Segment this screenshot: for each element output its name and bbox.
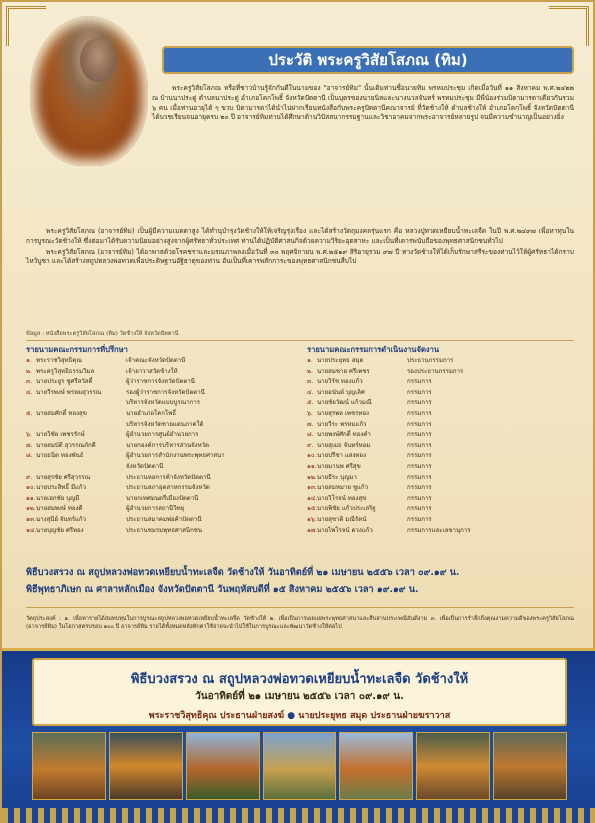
biography-text-top bbox=[152, 84, 574, 124]
person-position: กรรมการ bbox=[407, 388, 432, 396]
list-row bbox=[26, 409, 296, 420]
organizers-list bbox=[307, 356, 575, 536]
person-name bbox=[36, 462, 126, 473]
person-position: ผู้อำนวยการสถานีวิทยุ bbox=[126, 505, 185, 513]
list-row bbox=[26, 515, 296, 526]
row-number: ๑๒. bbox=[307, 473, 317, 481]
biography-paragraph-3: พระครูวิสัยโสภณ (อาจารย์ทิม) ได้อาพาธด้วยโรคชราและมรณภาพลงเมื่อวันที่ ๓๐ พฤศจิกายน พ.ศ.๒๕๑๙ สิริอายุรวม ๙๗ ปี ทางวัดช้างให้ได้เก็บรักษาสรีระของท่านไว้ให้ผู้ศรัทธาได้กราบไหว้บูชา และได้สร้างสถูปหลวงพ่อทวดเพื่อประดิษฐานอัฐิธาตุของท่าน อันเป็นที่เคารพสักการะของพุทธศาสนิกชนสืบไป bbox=[26, 247, 574, 266]
person-position: กรรมการ bbox=[407, 494, 432, 502]
person-name: พระราชวิสุทธิคุณ bbox=[36, 357, 83, 364]
person-position: กรรมการ bbox=[407, 399, 432, 407]
list-row bbox=[307, 367, 575, 378]
bullet-separator: ● bbox=[287, 711, 296, 721]
list-row bbox=[307, 377, 575, 388]
corner-ornament-top-right bbox=[549, 6, 589, 46]
list-row bbox=[307, 473, 575, 484]
list-row bbox=[307, 526, 575, 537]
person-name: พระครูวิสุทธิธรรมวิมล bbox=[36, 367, 95, 375]
list-row bbox=[26, 430, 296, 441]
person-position: กรรมการ bbox=[407, 515, 432, 523]
list-row bbox=[307, 504, 575, 515]
row-number: ๗. bbox=[26, 441, 33, 449]
person-position: บริหารจังหวัดชายแดนภาคใต้ bbox=[126, 420, 204, 428]
row-number: ๘. bbox=[307, 431, 314, 439]
person-name bbox=[36, 398, 126, 409]
list-row bbox=[26, 494, 296, 505]
person-name: นายพิชัย แก้วประเสริฐ bbox=[317, 505, 376, 513]
ceremony-photo bbox=[263, 732, 337, 800]
list-row bbox=[26, 451, 296, 462]
person-name: นายชัยวัฒน์ แก้วมณี bbox=[317, 399, 372, 407]
banner-date: วันอาทิตย์ที่ ๒๑ เมษายน ๒๕๕๖ เวลา ๐๙.๑๙ น. bbox=[195, 691, 404, 702]
person-position: ผู้ว่าราชการจังหวัดปัตตานี bbox=[126, 378, 195, 386]
list-row bbox=[307, 430, 575, 441]
row-number: ๑๖. bbox=[307, 515, 317, 523]
objectives-text: วัตถุประสงค์ : ๑. เพื่อหารายได้สมทบทุนในการบูรณะสถูปหลวงพ่อทวดเหยียบน้ำทะเลจืด วัดช้างให้ ๒. เพื่อเป็นการเผยแผ่พระพุทธศาสนาและสืบสานประเพณีอันดีงาม ๓. เพื่อเป็นการรำลึกถึงคุณงามความดีของพระครูวิสัยโสภณ (อาจารย์ทิม) ในโอกาสครบรอบ ๑๐๐ ปี อาจารย์ทิม รายได้ทั้งหมดหลังหักค่าใช้จ่ายจะนำไปใช้ในการบูรณะและพัฒนาวัดช้างให้ต่อไป bbox=[26, 616, 574, 631]
person-name: นายมานพ ศรีสุข bbox=[317, 462, 361, 470]
list-row bbox=[26, 377, 296, 388]
person-name: นายสุชาติ มณีรัตน์ bbox=[317, 515, 367, 523]
list-row bbox=[26, 441, 296, 452]
banner-monk-president: พระราชวิสุทธิคุณ ประธานฝ่ายสงฆ์ bbox=[148, 711, 285, 721]
person-position: กรรมการ bbox=[407, 505, 432, 513]
row-number bbox=[26, 420, 36, 431]
person-position: ประธานกรรมการ bbox=[407, 357, 454, 364]
person-position: กรรมการและเลขานุการ bbox=[407, 526, 471, 534]
list-row bbox=[307, 462, 575, 473]
list-row bbox=[26, 526, 296, 537]
row-number: ๒. bbox=[26, 367, 32, 375]
person-position: เจ้าคณะจังหวัดปัตตานี bbox=[126, 357, 186, 364]
ceremony-photo bbox=[339, 732, 413, 800]
row-number: ๑๑. bbox=[26, 494, 36, 502]
list-row bbox=[307, 441, 575, 452]
list-row bbox=[307, 420, 575, 431]
list-row bbox=[307, 494, 575, 505]
person-name: นายธนิต ทองพันธ์ bbox=[36, 452, 84, 460]
person-position: รองประธานกรรมการ bbox=[407, 367, 464, 375]
list-row bbox=[307, 451, 575, 462]
advisors-list bbox=[26, 356, 296, 536]
row-number: ๘. bbox=[26, 452, 33, 460]
person-name: นายธีระ บุญมา bbox=[317, 473, 357, 481]
person-position: เจ้าอาวาสวัดช้างให้ bbox=[126, 367, 178, 375]
list-row bbox=[26, 398, 296, 409]
row-number: ๖. bbox=[307, 409, 313, 417]
person-name: นายปรีชา แสงทอง bbox=[317, 452, 367, 460]
person-name: นายวีระ พรหมแก้ว bbox=[317, 420, 367, 428]
list-row bbox=[26, 462, 296, 473]
row-number: ๑๐. bbox=[307, 452, 317, 460]
row-number: ๔. bbox=[307, 388, 314, 396]
banner-gold-border bbox=[2, 648, 595, 651]
row-number: ๗. bbox=[307, 420, 314, 428]
person-name: นายสมหมาย ชูแก้ว bbox=[317, 484, 369, 492]
row-number: ๙. bbox=[26, 473, 33, 481]
person-position: กรรมการ bbox=[407, 462, 432, 470]
person-position: จังหวัดปัตตานี bbox=[126, 462, 164, 470]
list-row bbox=[307, 398, 575, 409]
row-number: ๑๓. bbox=[26, 515, 36, 523]
banner-event-box bbox=[32, 658, 567, 726]
monk-portrait-photo bbox=[30, 16, 148, 166]
row-number: ๑๔. bbox=[307, 494, 318, 502]
row-number: ๓. bbox=[26, 378, 33, 386]
person-position: ผู้อำนวยการศูนย์อำนวยการ bbox=[126, 431, 199, 439]
banner-presidents bbox=[34, 708, 565, 722]
person-position: กรรมการ bbox=[407, 452, 432, 460]
row-number: ๖. bbox=[26, 431, 32, 439]
person-position: บริหารจังหวัดแบบบูรณาการ bbox=[126, 399, 201, 407]
biography-text-wide bbox=[26, 227, 574, 268]
list-row bbox=[307, 409, 575, 420]
biography-paragraph-1: พระครูวิสัยโสภณ หรือที่ชาวบ้านรู้จักกันดีในนามของ "อาจารย์ทิม" นั้นเดิมท่านชื่อนายทิม พรหมประชุม เกิดเมื่อวันที่ ๑๑ สิงหาคม พ.ศ.๒๔๒๒ ณ บ้านนาประดู่ ตำบลนาประดู่ อำเภอโคกโพธิ์ จังหวัดปัตตานี เป็นบุตรของนายนิลและนางนวลจันทร์ พรหมประชุม มีพี่น้องร่วมบิดามารดาเดียวกันรวม ๖ คน เมื่อท่านอายุได้ ๆ ขวบ บิดามารดาได้นำไปฝากเรียนหนังสือกับพระครูปัตตานีคณาจารย์ ที่วัดช้างให้ ตำบลช้างให้ อำเภอโคกโพธิ์ จังหวัดปัตตานี ได้บวชเรียนจนอายุครบ ๒๐ ปี อาจารย์ทิมท่านได้ศึกษาด้านวิปัสสนากรรมฐานและวิชาอาคมจากพระอาจารย์หลายรูป จนมีความชำนาญเป็นอย่างยิ่ง bbox=[152, 84, 574, 122]
row-number: ๑. bbox=[307, 357, 313, 364]
person-name: นางสุนีย์ จันทร์แก้ว bbox=[36, 515, 87, 523]
person-name: นายพงษ์ศักดิ์ ทองคำ bbox=[317, 431, 371, 439]
divider bbox=[26, 607, 574, 608]
row-number: ๙. bbox=[307, 441, 314, 449]
row-number: ๑๗. bbox=[307, 526, 318, 534]
person-position: นายอำเภอโคกโพธิ์ bbox=[126, 409, 177, 417]
event-line-consecration: พิธีพุทธาภิเษก ณ ศาลาหลักเมือง จังหวัดปัตตานี วันพฤหัสบดีที่ ๑๕ สิงหาคม ๒๕๕๖ เวลา ๑๙.๑๙ น. bbox=[26, 584, 419, 595]
person-name: นายวิชัย เพชรรักษ์ bbox=[36, 431, 85, 439]
person-name: นายสมพงษ์ ทองดี bbox=[36, 505, 83, 513]
person-name: นายไพโรจน์ ดวงแก้ว bbox=[317, 526, 373, 534]
ceremony-photo-strip bbox=[32, 732, 567, 800]
person-name: นายอนันต์ บุญเลิศ bbox=[317, 388, 365, 396]
row-number: ๑๒. bbox=[26, 505, 36, 513]
person-position: ประธานสภาอุตสาหกรรมจังหวัด bbox=[126, 484, 210, 492]
person-name: นายสมบัติ สุวรรณภักดี bbox=[36, 441, 96, 449]
person-name: นายสุเมธ จันทร์หอม bbox=[317, 441, 371, 449]
person-position: กรรมการ bbox=[407, 420, 432, 428]
list-row bbox=[307, 483, 575, 494]
organizers-heading: รายนามคณะกรรมการดำเนินงานจัดงาน bbox=[307, 345, 440, 354]
person-position: กรรมการ bbox=[407, 409, 432, 417]
person-name: นายวิรัช ทองแก้ว bbox=[317, 378, 363, 386]
event-line-offering: พิธีบวงสรวง ณ สถูปหลวงพ่อทวดเหยียบน้ำทะเลจืด วัดช้างให้ วันอาทิตย์ที่ ๒๑ เมษายน ๒๕๕๖ เวลา ๐๙.๑๙ น. bbox=[26, 567, 460, 578]
list-row bbox=[26, 473, 296, 484]
footer-ornament-stripe bbox=[2, 808, 595, 823]
list-row bbox=[26, 504, 296, 515]
biography-paragraph-2: พระครูวิสัยโสภณ (อาจารย์ทิม) เป็นผู้มีความเมตตาสูง ได้ทำนุบำรุงวัดช้างให้ให้เจริญรุ่งเรือง และได้สร้างวัตถุมงคลรุ่นแรก คือ หลวงปู่ทวดเหยียบน้ำทะเลจืด ในปี พ.ศ.๒๔๙๗ เพื่อหาทุนในการบูรณะวัดช้างให้ ซึ่งต่อมาได้รับความนิยมอย่างสูงจากผู้ศรัทธาทั่วประเทศ ท่านได้ปฏิบัติศาสนกิจด้วยความวิริยะอุตสาหะ และเป็นที่เคารพนับถือของพุทธศาสนิกชนทั่วไป bbox=[26, 227, 574, 245]
list-row bbox=[307, 515, 575, 526]
person-position: กรรมการ bbox=[407, 484, 432, 492]
list-row bbox=[26, 367, 296, 378]
list-row bbox=[26, 388, 296, 399]
person-name: นายสมศักดิ์ ทองสุข bbox=[36, 409, 87, 417]
person-position: รองผู้ว่าราชการจังหวัดปัตตานี bbox=[126, 388, 205, 396]
row-number: ๑๑. bbox=[307, 462, 317, 470]
person-position: ผู้อำนวยการสำนักงานพระพุทธศาสนา bbox=[126, 452, 225, 460]
row-number: ๔. bbox=[26, 388, 33, 396]
ceremony-photo bbox=[416, 732, 490, 800]
person-name: นายประสิทธิ์ มีแก้ว bbox=[36, 484, 87, 492]
person-position: ประธานหอการค้าจังหวัดปัตตานี bbox=[126, 473, 211, 481]
list-row bbox=[26, 483, 296, 494]
biography-source-note: ข้อมูล : หนังสือพระครูวิสัยโสภณ (ทิม) วัดช้างให้ จังหวัดปัตตานี bbox=[26, 331, 179, 337]
row-number bbox=[26, 398, 36, 409]
person-position: นายกเทศมนตรีเมืองปัตตานี bbox=[126, 494, 199, 502]
person-name: นายสมชาย ศรีเพชร bbox=[317, 367, 370, 375]
list-row bbox=[307, 356, 575, 367]
person-name: นายประยูร ชูศรีสวัสดิ์ bbox=[36, 378, 93, 386]
row-number: ๑. bbox=[26, 357, 32, 364]
person-name bbox=[36, 420, 126, 431]
person-position: กรรมการ bbox=[407, 431, 432, 439]
banner-lay-president: นายประยุทธ สมุด ประธานฝ่ายฆราวาส bbox=[298, 711, 451, 721]
ceremony-photo bbox=[32, 732, 106, 800]
person-name: นายประยุทธ สมุด bbox=[317, 357, 364, 364]
person-name: นายวีรพงษ์ พรหมสุวรรณ bbox=[36, 388, 102, 396]
row-number: ๑๕. bbox=[307, 505, 318, 513]
biography-title: ประวัติ พระครูวิสัยโสภณ (ทิม) bbox=[162, 46, 574, 74]
row-number: ๑๓. bbox=[307, 484, 317, 492]
person-position: กรรมการ bbox=[407, 378, 432, 386]
list-row bbox=[26, 356, 296, 367]
monk-portrait-head bbox=[80, 38, 116, 82]
person-position: กรรมการ bbox=[407, 441, 432, 449]
ceremony-photo bbox=[493, 732, 567, 800]
person-position: ประธานชมรมพุทธศาสนิกชน bbox=[126, 526, 203, 534]
person-name: นายบุญชัย ศรีทอง bbox=[36, 526, 84, 534]
person-position: กรรมการ bbox=[407, 473, 432, 481]
row-number: ๓. bbox=[307, 378, 314, 386]
list-row bbox=[26, 420, 296, 431]
person-name: นายสุรชัย ศรีสุวรรณ bbox=[36, 473, 91, 481]
list-row bbox=[307, 388, 575, 399]
row-number: ๕. bbox=[307, 399, 314, 407]
row-number: ๑๐. bbox=[26, 484, 36, 492]
banner-title: พิธีบวงสรวง ณ สถูปหลวงพ่อทวดเหยียบน้ำทะเลจืด วัดช้างให้ bbox=[130, 672, 469, 687]
corner-ornament-top-left bbox=[6, 6, 46, 46]
row-number: ๕. bbox=[26, 409, 33, 417]
ceremony-photo bbox=[186, 732, 260, 800]
person-position: ประธานสมาคมพ่อค้าปัตตานี bbox=[126, 515, 202, 523]
person-name: นายสุรพล เพชรทอง bbox=[317, 409, 369, 417]
ceremony-photo bbox=[109, 732, 183, 800]
person-name: นายเอกชัย บุญมี bbox=[36, 494, 80, 502]
row-number: ๑๔. bbox=[26, 526, 37, 534]
divider bbox=[26, 340, 574, 341]
advisors-heading: รายนามคณะกรรมการที่ปรึกษา bbox=[26, 345, 128, 354]
row-number: ๒. bbox=[307, 367, 313, 375]
person-name: นายวิโรจน์ ทองสุข bbox=[317, 494, 367, 502]
person-position: นายกองค์การบริหารส่วนจังหวัด bbox=[126, 441, 210, 449]
row-number bbox=[26, 462, 36, 473]
